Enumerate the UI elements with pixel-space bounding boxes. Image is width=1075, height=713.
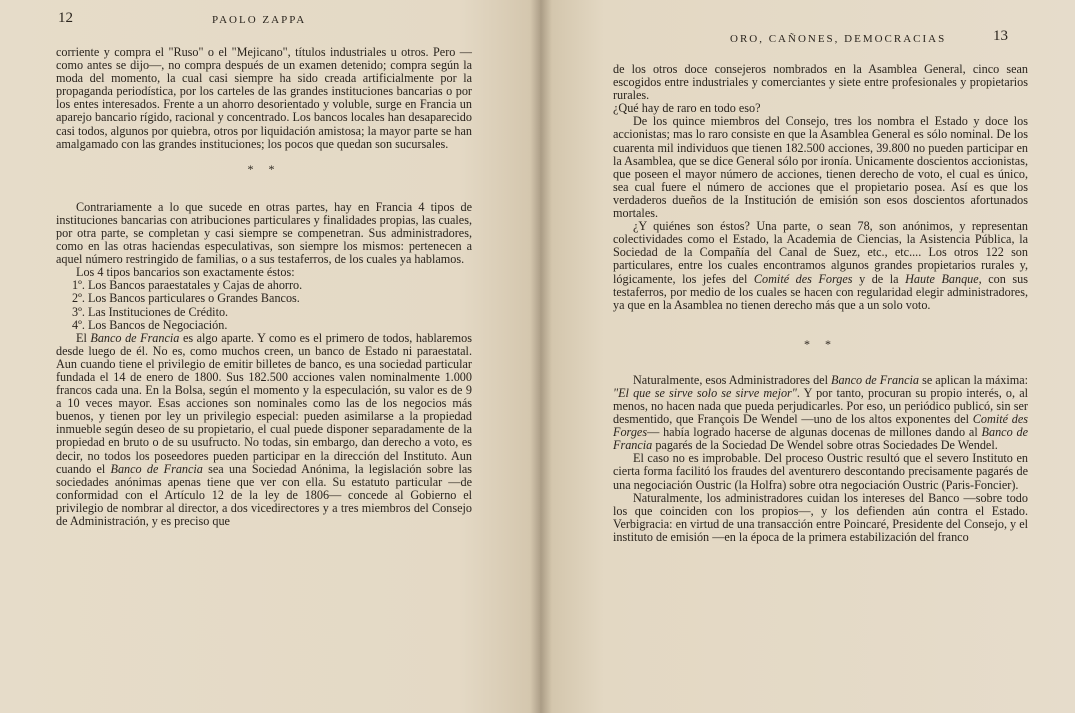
text-run: es algo aparte. Y como es el primero de todos, hablaremos desde luego de él. No es, como muchos creen, un banco de Estado ni paraestatal. Aun cuando tiene el privilegio de emitir billetes de banco, es una sociedad particular fundada el 14 de enero de 1800. Sus 182.500 acciones valen nominalmente 1.000 francos cada una. En la Bolsa, según el momento y la especulación, su valor es de 9 a 10 veces mayor. Esas acciones son nominales como las de los negocios más buenos, y tienen por ley un privilegio especial: pueden asimilarse a la propiedad inmueble según deseo de su propietario, el cual puede disponer separadamente de la propiedad en bruto o de su usufructo. No todas, sin embargo, dan derecho a voto, es decir, no todos los poseedores pueden participar en la dirección del Instituto. Aun cuando el xyxy=(56,330,472,476)
text-run: , con sus testaferros, por medio de los cuales se hacen con regularidad elegir administradores, ya que en la Asamblea no tienen derecho más que a un solo voto. xyxy=(613,271,1028,312)
right-paragraph-6: El caso no es improbable. Del proceso Oustric resultó que el severo Instituto en cierta forma facilitó los fraudes del aventurero descontando precisamente pagarés de una negociación Oustric (la Holfra) sobre otra negociación Oustric (Paris-Foncier). xyxy=(613,451,1028,492)
right-paragraph-7: Naturalmente, los administradores cuidan los intereses del Banco —sobre todo los que coinciden con los propios—, y los defienden aún contra el Estado. Verbigracia: en virtud de una transacción entre Poincaré, Presidente del Consejo, y el instituto de emisión —en la época de la primera estabilización del franco xyxy=(613,490,1028,544)
emphasis: Haute Banque xyxy=(905,271,979,286)
list-item: 3º. Las Instituciones de Crédito. xyxy=(72,304,229,319)
section-separator: * * xyxy=(247,161,281,176)
right-page-number: 13 xyxy=(993,28,1008,44)
left-paragraph-1: corriente y compra el "Ruso" o el "Mejicano", títulos industriales u otros. Pero —como antes se dijo—, no compra después de un examen detenido; compra según la moda del momento, la cual casi siempre ha sido creada artificialmente por la propaganda periodística, por los carteles de las grandes instituciones bancarias o por los entes interesados. Frente a un ahorro desorientado y voluble, surge en Francia un aparejo bancario rígido, racional y concentrado. Los bancos locales han desaparecido casi todos, algunos por quiebra, otros por liquidación amistosa; la mayor parte se han amalgamado con las grandes instituciones; los pocos que quedan son sucursales. xyxy=(56,45,472,151)
text-run: — había logrado hacerse de algunas docenas de millones dando al xyxy=(647,425,982,440)
text-run: El xyxy=(76,330,91,345)
text-run: se aplican la máxima: xyxy=(919,372,1029,387)
text-run: Naturalmente, esos Administradores del xyxy=(633,372,832,387)
left-page-number: 12 xyxy=(58,10,73,26)
right-text-block xyxy=(613,63,1028,544)
right-paragraph-2: ¿Qué hay de raro en todo eso? xyxy=(613,101,761,116)
text-run: y de la xyxy=(852,271,906,286)
text-run: . Y por tanto, procuran su propio interés, o, al menos, no hacen nada que pueda perjudicarles. Por eso, un periódico publicó, sin ser desmentido, que François De Wendel —uno de los altos exponentes del xyxy=(613,385,1028,427)
left-paragraph-2: Contrariamente a lo que sucede en otras partes, hay en Francia 4 tipos de instituciones bancarias con atribuciones particulares y finalidades propias, las cuales, por otra parte, se completan y casi siempre se compenetran. Sus administradores, como en las otras haciendas especulativas, son siempre los mismos: pertenecen a aquel número restringido de familias, o a sus testaferros, de los cuales ya hablamos. xyxy=(56,199,472,267)
list-item: 1º. Los Bancos paraestatales y Cajas de ahorro. xyxy=(72,278,303,293)
emphasis: Comité des Forges xyxy=(613,412,1028,440)
right-paragraph-5 xyxy=(613,374,1028,453)
text-run: pagarés de la Sociedad De Wendel sobre otras Sociedades De Wendel. xyxy=(652,438,998,453)
text-run: sea una Sociedad Anónima, la legislación sobre las sociedades anónimas apenas tiene que ver con ella. Su estatuto particular —de conformidad con el Artículo 12 de la ley de 1806— concede al Gobierno el privilegio de nombrar al director, a dos vicedirectores y a tres miembros del Consejo de Administración, y es preciso que xyxy=(56,461,472,528)
list-item: 2º. Los Bancos particulares o Grandes Bancos. xyxy=(72,291,300,306)
emphasis: Banco de Francia xyxy=(613,425,1029,453)
right-running-head: ORO, CAÑONES, DEMOCRACIAS xyxy=(730,33,947,45)
left-text-block xyxy=(56,46,472,528)
right-paragraph-3: De los quince miembros del Consejo, tres los nombra el Estado y doce los accionistas; mas lo raro consiste en que la Asamblea General es sólo nominal. De los cuarenta mil individuos que tienen 182.500 acciones, 39.800 no pueden participar en la Asamblea, que se dice General sólo por ironía. Unicamente doscientos accionistas, que poseen el mayor número de acciones, tienen derecho de voto, el cual es único, sea cual fuere el número de acciones que el propietario posea. Así es que los verdaderos dueños de la Institución de emisión son esos doscientos afortunados mortales. xyxy=(613,114,1028,221)
text-run: ¿Y quiénes son éstos? Una parte, o sean 78, son anónimos, y representan colectividades como el Estado, la Academia de Ciencias, la Asistencia Pública, la Sociedad de la Compañía del Canal de Suez, etc., etc.... Los otros 122 son particulares, entre los cuales encontramos algunos grandes propietarios rurales y, lógicamente, los jefes del xyxy=(613,219,1028,286)
list-item: 4º. Los Bancos de Negociación. xyxy=(72,317,228,332)
emphasis: Banco de Francia xyxy=(831,372,920,387)
section-separator: * * xyxy=(804,336,837,351)
emphasis: Comité des Forges xyxy=(753,271,853,286)
right-paragraph-1: de los otros doce consejeros nombrados en la Asamblea General, cinco sean escogidos entre industriales y comerciantes y siete entre profesionales y propietarios rurales. xyxy=(613,62,1028,103)
right-page xyxy=(540,0,1075,713)
emphasis: Banco de Francia xyxy=(90,330,180,345)
list-intro: Los 4 tipos bancarios son exactamente éstos: xyxy=(76,265,295,280)
left-paragraph-3 xyxy=(56,332,472,528)
right-paragraph-4 xyxy=(613,220,1028,312)
left-running-head: PAOLO ZAPPA xyxy=(212,14,307,26)
book-gutter xyxy=(530,0,552,713)
emphasis: Banco de Francia xyxy=(110,461,203,476)
emphasis: "El que se sirve solo se sirve mejor" xyxy=(613,385,797,400)
